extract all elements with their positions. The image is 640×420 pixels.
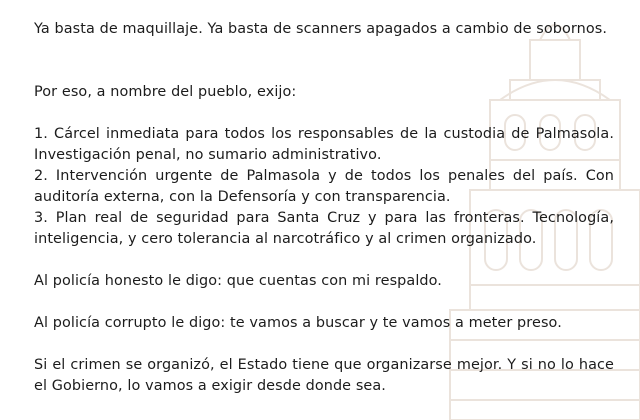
paragraph-intro: Ya basta de maquillaje. Ya basta de scanners apagados a cambio de sobornos. — [34, 21, 608, 37]
demand-item-3: 3. Plan real de seguridad para Santa Cruz y para las fronteras. Tecnología, inteligencia, y cero tolerancia al narcotráfico y al crimen organizado. — [34, 210, 614, 247]
paragraph-corrupt-police: Al policía corrupto le digo: te vamos a buscar y te vamos a meter preso. — [34, 315, 562, 331]
paragraph-honest-police: Al policía honesto le digo: que cuentas con mi respaldo. — [34, 273, 442, 289]
demand-list — [34, 124, 614, 250]
demand-item-2: 2. Intervención urgente de Palmasola y de todos los penales del país. Con auditoría externa, con la Defensoría y con transparencia. — [34, 168, 614, 205]
demand-item-1: 1. Cárcel inmediata para todos los responsables de la custodia de Palmasola. Investigación penal, no sumario administrativo. — [34, 126, 614, 163]
paragraph-demand-lead: Por eso, a nombre del pueblo, exijo: — [34, 84, 297, 100]
paragraph-closing: Si el crimen se organizó, el Estado tiene que organizarse mejor. Y si no lo hace el Gobierno, lo vamos a exigir desde donde sea. — [34, 357, 614, 394]
